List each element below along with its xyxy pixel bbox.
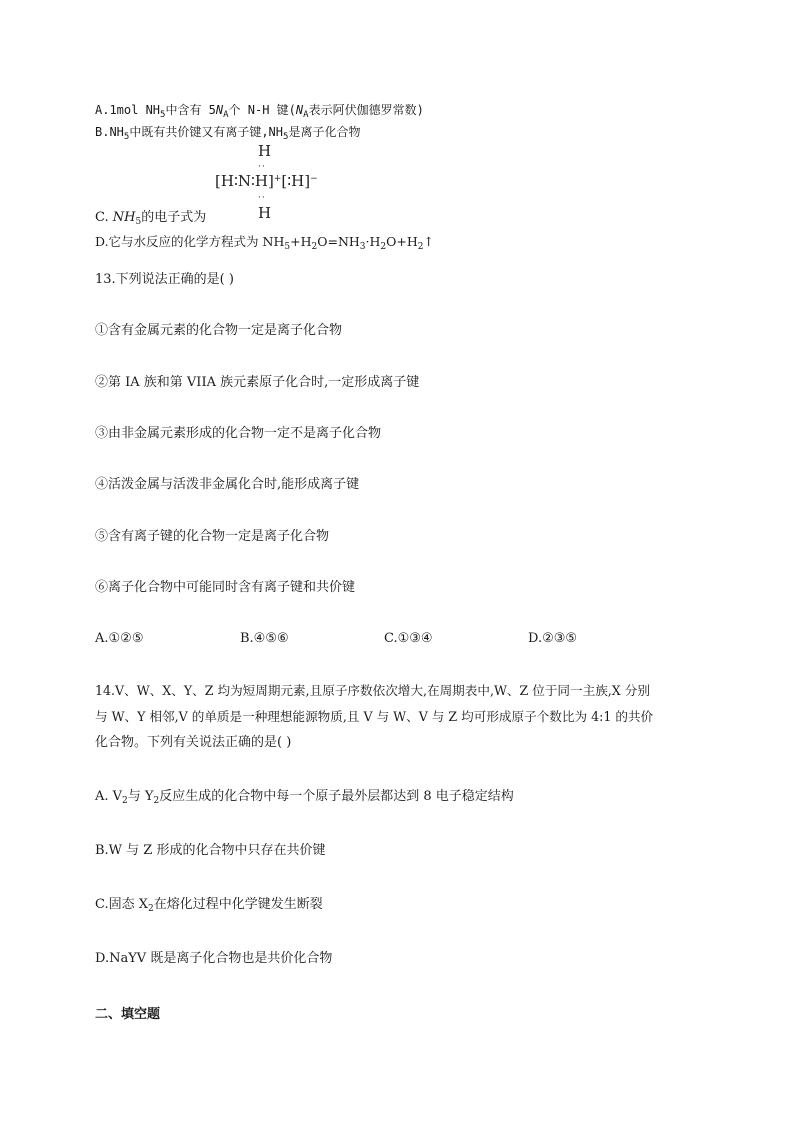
q12-option-c: C. $NH_5$的电子式为	[95, 210, 207, 227]
section-title: 二、填空题	[95, 1007, 161, 1022]
q14-option-c: C.固态 $X_2$在熔化过程中化学键发生断裂	[95, 897, 323, 914]
q12-option-b: $B.NH_5$中既有共价键又有离子键$,NH_5$是离子化合物	[95, 125, 361, 142]
q14-stem-line-2: 与 W、Y 相邻,V 的单质是一种理想能源物质,且 V 与 W、V 与 Z 均可形成原子个数比为 4:1 的共价	[95, 709, 654, 724]
q13-item-5: ⑤含有离子键的化合物一定是离子化合物	[95, 529, 330, 544]
formula-top-h: H	[258, 142, 272, 160]
q14-stem-line-1: 14.V、W、X、Y、Z 均为短周期元素,且原子序数依次增大,在周期表中,W、Z 位于同一主族,X 分别	[95, 683, 650, 698]
q13-option-a: A.①②⑤	[95, 631, 144, 646]
q13-item-2: ②第 IA 族和第 VIIA 族元素原子化合时,一定形成离子键	[95, 375, 420, 390]
q13-item-6: ⑥离子化合物中可能同时含有离子键和共价键	[95, 580, 356, 595]
q14-option-b: B.W 与 Z 形成的化合物中只存在共价键	[95, 843, 326, 858]
q12-option-d: D.它与水反应的化学方程式为 $NH_5+H_2O=NH_3\cdot H_2O+H_2↑$	[95, 234, 434, 252]
q14-option-a: A. $V_2$与 $Y_2$反应生成的化合物中每一个原子最外层都达到 8 电子稳定结构	[95, 789, 514, 806]
q14-stem-line-3: 化合物。下列有关说法正确的是( )	[95, 735, 292, 750]
q13-item-3: ③由非金属元素形成的化合物一定不是离子化合物	[95, 426, 382, 441]
q13-item-1: ①含有金属元素的化合物一定是离子化合物	[95, 323, 343, 338]
formula-bottom-h: H	[258, 204, 272, 222]
q13-item-4: ④活泼金属与活泼非金属化合时,能形成离子键	[95, 477, 360, 492]
electron-formula	[215, 142, 395, 224]
formula-top-dots: ··	[258, 162, 266, 172]
q13-option-c: C.①③④	[384, 631, 433, 646]
q13-stem: 13.下列说法正确的是( )	[95, 272, 234, 287]
q12-option-a: A.1mol $NH_5$中含有 $5N_A$个 N-H 键($N_A$表示阿伏伽德罗常数)	[95, 103, 424, 120]
q13-option-d: D.②③⑤	[528, 631, 578, 646]
q13-option-b: B.④⑤⑥	[240, 631, 289, 646]
formula-bottom-dots: ··	[258, 193, 266, 203]
formula-main-row: [H∶N∶H]+[∶H]−	[215, 172, 318, 190]
q14-option-d: D.NaYV 既是离子化合物也是共价化合物	[95, 951, 333, 966]
